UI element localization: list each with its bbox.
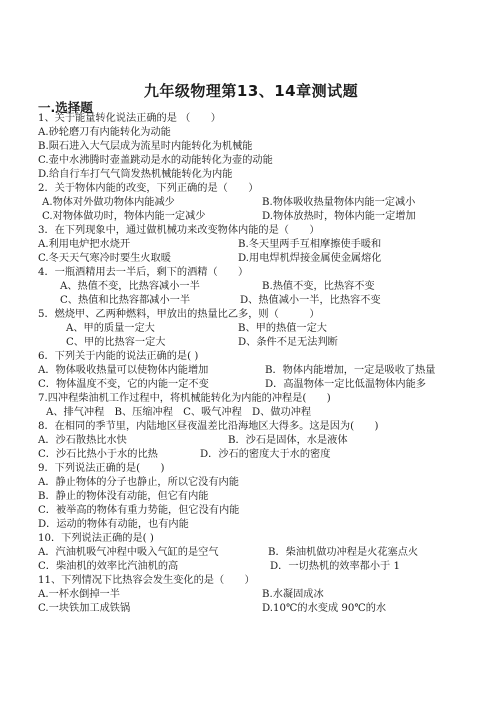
question-text: 4．一瓶酒精用去一半后，剩下的酒精（ ） [38, 267, 249, 278]
answer-option: D.10℃的水变成 90℃的水 [262, 603, 387, 614]
answer-option: C．物体温度不变，它的内能一定不变 [38, 379, 209, 390]
answer-option: D.用电焊机焊接金属使金属熔化 [238, 253, 382, 264]
answer-option: B.陨石进入大气层成为流星时内能转化为机械能 [38, 141, 253, 152]
answer-option: A、甲的质量一定大 [66, 323, 155, 334]
answer-option: B．静止的物体没有动能，但它有内能 [38, 491, 209, 502]
question-text: 3．在下列现象中，通过做机械功来改变物体内能的是（ ） [38, 225, 320, 236]
question-text: 5．燃烧甲、乙两种燃料，甲放出的热量比乙多，则（ ） [38, 309, 320, 320]
answer-option: B、甲的热值一定大 [238, 323, 327, 334]
answer-option: A、排气冲程 B、压缩冲程 C、吸气冲程 D、做功冲程 [46, 407, 312, 418]
question-text: 10．下列说法正确的是( ) [38, 533, 154, 544]
question-text: 9．下列说法正确的是( ) [38, 463, 165, 474]
answer-option: C.对物体做功时，物体内能一定减少 [42, 211, 206, 222]
answer-option: D.物体放热时，物体内能一定增加 [262, 211, 416, 222]
question-text: 1、关于能量转化说法正确的是 （ ） [38, 113, 221, 124]
answer-option: A.一杯水倒掉一半 [38, 589, 120, 600]
answer-option: C、甲的比热容一定大 [66, 337, 166, 348]
answer-option: C．沙石比热小于水的比热 [38, 449, 158, 460]
answer-option: B.物体吸收热量物体内能一定减小 [262, 197, 416, 208]
answer-option: B．沙石是固体，水是液体 [228, 435, 348, 446]
answer-option: B.水凝固成冰 [262, 589, 324, 600]
answer-option: A．静止物体的分子也静止，所以它没有内能 [38, 477, 239, 488]
answer-option: C.一块铁加工成铁锅 [38, 603, 131, 614]
answer-option: A.物体对外做功物体内能减少 [42, 197, 175, 208]
answer-option: C．被举高的物体有重力势能，但它没有内能 [38, 505, 240, 516]
answer-option: A．物体吸收热量可以使物体内能增加 [38, 365, 209, 376]
answer-option: D．运动的物体有动能，也有内能 [38, 519, 189, 530]
answer-option: A．汽油机吸气冲程中吸入气缸的是空气 [38, 547, 219, 558]
answer-option: B．物体内能增加，一定是吸收了热量 [265, 365, 436, 376]
answer-option: D．一切热机的效率都小于 1 [270, 561, 400, 572]
answer-option: A、热值不变，比热容减小一半 [60, 281, 200, 292]
answer-option: B.冬天里两手互相摩擦使手暖和 [238, 239, 382, 250]
answer-option: A.砂轮磨刀有内能转化为动能 [38, 127, 171, 138]
answer-option: B.热值不变，比热容不变 [262, 281, 375, 292]
question-text: 7.四冲程柴油机工作过程中，将机械能转化为内能的冲程是( ) [38, 393, 331, 404]
answer-option: D.给自行车打气气筒发热机械能转化为内能 [38, 169, 233, 180]
answer-option: C、热值和比热容都减小一半 [60, 295, 191, 306]
answer-option: C．柴油机的效率比汽油机的高 [38, 561, 179, 572]
question-text: 8．在相同的季节里，内陆地区昼夜温差比沿海地区大得多。这是因为( ) [38, 421, 379, 432]
answer-option: A．沙石散热比水快 [38, 435, 127, 446]
answer-option: D、条件不足无法判断 [238, 337, 338, 348]
question-text: 6．下列关于内能的说法正确的是( ) [38, 351, 199, 362]
answer-option: D．高温物体一定比低温物体内能多 [265, 379, 426, 390]
answer-option: D．沙石的密度大于水的密度 [200, 449, 331, 460]
question-text: 2．关于物体内能的改变，下列正确的是（ ） [38, 183, 259, 194]
answer-option: C.冬天天气寒冷时要生火取暖 [38, 253, 171, 264]
answer-option: D、热值减小一半，比热容不变 [240, 295, 381, 306]
answer-option: C.壶中水沸腾时壶盖跳动是水的动能转化为壶的动能 [38, 155, 273, 166]
section-heading: 一.选择题 [38, 100, 93, 115]
answer-option: A.利用电炉把水烧开 [38, 239, 131, 250]
answer-option: B．柴油机做功冲程是火花塞点火 [268, 547, 419, 558]
question-text: 11、下列情况下比热容会发生变化的是（ ） [38, 575, 255, 586]
page-title: 九年级物理第13、14章测试题 [143, 82, 359, 100]
